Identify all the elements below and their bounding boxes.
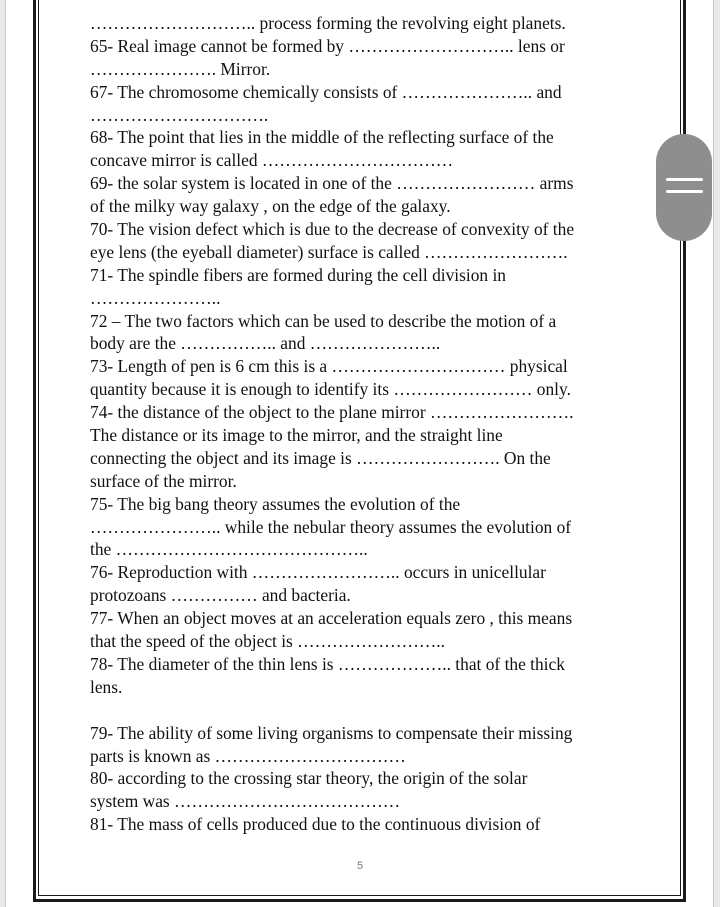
text-line: of the milky way galaxy , on the edge of the galaxy. bbox=[90, 196, 451, 217]
text-line: 78- The diameter of the thin lens is ……………….. that of the thick bbox=[90, 653, 565, 674]
question-text-block bbox=[90, 12, 626, 836]
text-line: 75- The big bang theory assumes the evolution of the bbox=[90, 493, 461, 514]
text-line: 67- The chromosome chemically consists of ………………….. and bbox=[90, 81, 562, 102]
scroll-handle[interactable] bbox=[656, 134, 712, 241]
text-line: 79- The ability of some living organisms to compensate their missing bbox=[90, 722, 573, 743]
text-line: ………………….. while the nebular theory assumes the evolution of bbox=[90, 516, 572, 537]
text-line: system was ………………………………… bbox=[90, 791, 401, 812]
text-line: 69- the solar system is located in one of the …………………… arms bbox=[90, 173, 574, 194]
text-line: lens. bbox=[90, 676, 123, 697]
text-line: concave mirror is called …………………………… bbox=[90, 150, 454, 171]
text-line: body are the …………….. and ………………….. bbox=[90, 333, 441, 354]
text-line: surface of the mirror. bbox=[90, 470, 237, 491]
text-line: parts is known as …………………………… bbox=[90, 745, 406, 766]
text-line: 65- Real image cannot be formed by ……………………….. lens or bbox=[90, 35, 565, 56]
text-line: 81- The mass of cells produced due to the continuous division of bbox=[90, 814, 541, 835]
text-line: 68- The point that lies in the middle of the reflecting surface of the bbox=[90, 127, 554, 148]
text-line: …………………. Mirror. bbox=[90, 58, 271, 79]
text-line: 72 – The two factors which can be used to describe the motion of a bbox=[90, 310, 557, 331]
text-line: that the speed of the object is …………………….. bbox=[90, 631, 445, 652]
text-line: 70- The vision defect which is due to the decrease of convexity of the bbox=[90, 219, 575, 240]
text-line: 73- Length of pen is 6 cm this is a ………………………… physical bbox=[90, 356, 568, 377]
text-line: 76- Reproduction with …………………….. occurs in unicellular bbox=[90, 562, 546, 583]
page-number: 5 bbox=[356, 860, 364, 872]
text-line: 80- according to the crossing star theory, the origin of the solar bbox=[90, 768, 528, 789]
text-line: ……………………….. process forming the revolving eight planets. bbox=[90, 13, 566, 33]
text-line: 77- When an object moves at an acceleration equals zero , this means bbox=[90, 608, 573, 629]
text-line: 74- the distance of the object to the plane mirror ……………………. bbox=[90, 402, 574, 423]
text-line: 71- The spindle fibers are formed during the cell division in bbox=[90, 264, 506, 285]
text-line: protozoans …………… and bacteria. bbox=[90, 585, 351, 606]
blank-line bbox=[90, 699, 626, 722]
text-line: …………………………. bbox=[90, 104, 269, 125]
text-line: connecting the object and its image is ……………………. On the bbox=[90, 447, 551, 468]
text-line: The distance or its image to the mirror, and the straight line bbox=[90, 425, 503, 446]
drag-handle-icon bbox=[666, 190, 703, 193]
text-line: quantity because it is enough to identify its …………………… only. bbox=[90, 379, 571, 400]
text-line: ………………….. bbox=[90, 287, 221, 308]
text-line: the …………………………………….. bbox=[90, 539, 368, 560]
drag-handle-icon bbox=[666, 178, 703, 181]
text-line: eye lens (the eyeball diameter) surface is called ……………………. bbox=[90, 241, 568, 262]
